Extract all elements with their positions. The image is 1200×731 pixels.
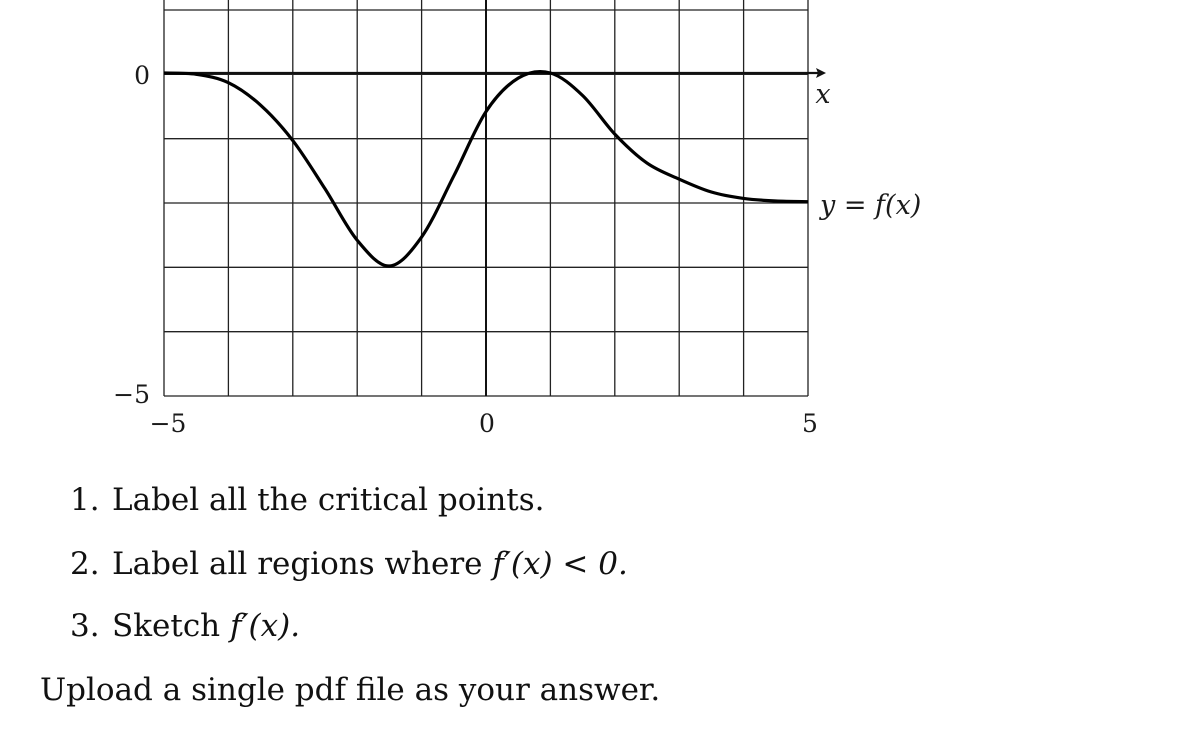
question-text: Sketch <box>112 608 231 644</box>
derivative-expression: f′(x). <box>230 608 301 644</box>
question-text: Label all regions where <box>112 546 493 582</box>
question-1 <box>70 482 545 518</box>
question-2 <box>70 546 628 582</box>
x-tick-label: 5 <box>802 409 818 438</box>
question-text: Label all the critical points. <box>112 482 545 518</box>
x-axis-label: x <box>815 79 831 110</box>
upload-instruction: Upload a single pdf file as your answer. <box>40 672 661 708</box>
question-3 <box>70 608 300 644</box>
x-tick-label: −5 <box>149 409 187 438</box>
curve-label: y = f(x) <box>820 190 922 221</box>
question-number: 1. <box>70 482 100 518</box>
question-number: 2. <box>70 546 100 582</box>
question-number: 3. <box>70 608 100 644</box>
derivative-expression: f′(x) < 0. <box>492 546 628 582</box>
y-tick-label: −5 <box>113 380 150 409</box>
y-tick-label: 0 <box>134 61 150 90</box>
x-tick-label: 0 <box>479 409 495 438</box>
